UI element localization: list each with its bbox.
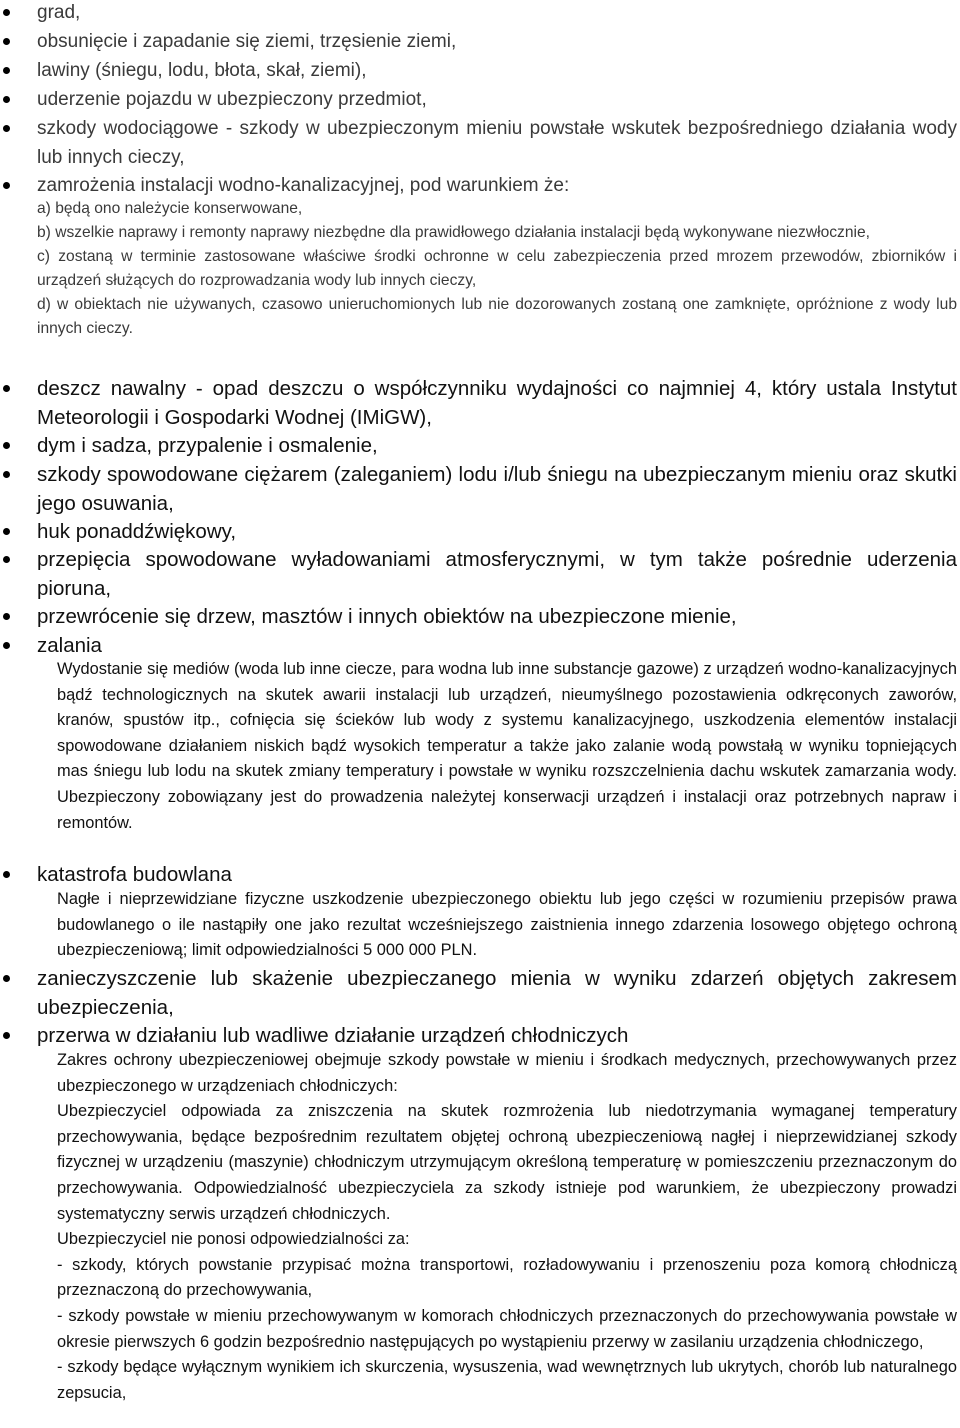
item-title: katastrofa budowlana [37, 863, 232, 886]
list-item [0, 460, 957, 518]
bullet-icon [3, 9, 10, 16]
item-text: uderzenie pojazdu w ubezpieczony przedmiot, [37, 89, 427, 110]
exclusion-item: - szkody, których powstanie przypisać można transportowi, rozładowywaniu i przenoszeniu poza komorą chłodniczą przeznaczoną do przechowywania, [57, 1255, 957, 1300]
item-text: szkody wodociągowe - szkody w ubezpieczonym mieniu powstałe wskutek bezpośredniego działania wody lub innych cieczy, [37, 118, 957, 168]
item-description: Wydostanie się mediów (woda lub inne ciecze, para wodna lub inne substancje gazowe) z urządzeń wodno-kanalizacyjnych bądź technologicznych na skutek awarii instalacji lub urządzeń, nieumyślnego pozostawienia odkręconych zaworów, kranów, spustów itp., cofnięcia się ścieków lub wody z systemu kanalizacyjnego, uszkodzenia elementów instalacji spowodowane działaniem niskich bądź wysokich temperatur a także jako zalanie wodą powstałą w wyniku topniejących mas śniegu lub lodu na skutek zmiany temperatury i powstałe w wyniku rozszczelnienia dachu wskutek zamarzania wody. Ubezpieczony zobowiązany jest do prowadzenia należytej konserwacji urządzeń i instalacji oraz potrzebnych napraw i remontów. [57, 660, 957, 832]
condition-item: b) wszelkie naprawy i remonty naprawy niezbędne dla prawidłowego działania instalacji będą wykonywane niezwłocznie, [37, 224, 870, 241]
bullet-icon [3, 67, 10, 74]
item-text: zanieczyszczenie lub skażenie ubezpieczanego mienia w wyniku zdarzeń objętych zakresem ubezpieczenia, [37, 967, 957, 1019]
item-text: obsunięcie i zapadanie się ziemi, trzęsienie ziemi, [37, 31, 457, 52]
bullet-icon [3, 471, 10, 478]
list-item [0, 964, 957, 1022]
bullet-icon [3, 975, 10, 982]
bullet-icon [3, 38, 10, 45]
list-item [0, 0, 957, 27]
list-item [0, 85, 957, 114]
bullet-icon [3, 385, 10, 392]
bullet-icon [3, 182, 10, 189]
list-item [0, 431, 957, 460]
list-item [0, 860, 957, 889]
bullet-icon [3, 642, 10, 649]
list-item [0, 114, 957, 172]
list-item [0, 1021, 957, 1050]
exclusion-item: - szkody będące wyłącznym wynikiem ich skurczenia, wysuszenia, wad wewnętrznych lub ukrytych, chorób lub naturalnego zepsucia, [57, 1358, 957, 1402]
list-item [0, 631, 957, 660]
list-item [0, 56, 957, 85]
condition-item: d) w obiektach nie używanych, czasowo unieruchomionych lub nie dozorowanych zostaną one zamknięte, opróżnione z wody lub innych cieczy. [37, 296, 957, 337]
bullet-icon [3, 125, 10, 132]
condition-list [0, 197, 957, 341]
bullet-icon [3, 556, 10, 563]
exclusion-item: - szkody powstałe w mieniu przechowywanym w komorach chłodniczych przeznaczonych do przechowywania powstałe w okresie pierwszych 6 godzin bezpośrednio następujących po wystąpieniu przerwy w zasilaniu urządzenia chłodniczego, [57, 1306, 957, 1351]
list-item [0, 517, 957, 546]
bullet-icon [3, 871, 10, 878]
item-title: zalania [37, 634, 102, 657]
liability-paragraph: Ubezpieczyciel odpowiada za zniszczenia na skutek rozmrożenia lub niedotrzymania wymaganej temperatury przechowywania, będące bezpośrednim rezultatem objętej ochroną ubezpieczeniową nagłej i nieprzewidzianej szkody fizycznej w urządzeniu (maszynie) chłodniczym utrzymującym określoną temperaturę w pomieszczeniu przeznaczonym do przechowywania. Odpowiedzialność ubezpieczyciela za szkody istnieje pod warunkiem, że ubezpieczony prowadzi systematyczny serwis urządzeń chłodniczych. [57, 1102, 957, 1223]
list-item [0, 27, 957, 56]
condition-item: a) będą ono należycie konserwowane, [37, 200, 303, 217]
bullet-icon [3, 1032, 10, 1039]
item-text: przewrócenie się drzew, masztów i innych obiektów na ubezpieczone mienie, [37, 605, 737, 628]
item-title: przerwa w działaniu lub wadliwe działanie urządzeń chłodniczych [37, 1024, 629, 1047]
item-text: zamrożenia instalacji wodno-kanalizacyjnej, pod warunkiem że: [37, 175, 570, 196]
condition-item: c) zostaną w terminie zastosowane właściwe środki ochronne w celu zabezpieczenia przed mrozem przewodów, zbiorników i urządzeń służących do rozprowadzania wody lub innych cieczy, [37, 248, 957, 289]
list-item [0, 602, 957, 631]
list-item [0, 374, 957, 432]
bullet-icon [3, 528, 10, 535]
item-description: Nagłe i nieprzewidziane fizyczne uszkodzenie ubezpieczonego obiektu lub jego części w rozumieniu przepisów prawa budowlanego o ile nastąpiły one jako rezultat wcześniejszego zaistnienia innego zdarzenia losowego objętego ochroną ubezpieczeniową; limit odpowiedzialności 5 000 000 PLN. [57, 890, 957, 960]
refrigeration-section [0, 1048, 957, 1406]
item-text: dym i sadza, przypalenie i osmalenie, [37, 434, 378, 457]
item-text: deszcz nawalny - opad deszczu o współczynniku wydajności co najmniej 4, który ustala Instytut Meteorologii i Gospodarki Wodnej (IMiGW), [37, 377, 957, 429]
list-item [0, 545, 957, 603]
item-text: huk ponaddźwiękowy, [37, 520, 237, 543]
item-text: lawiny (śniegu, lodu, błota, skał, ziemi), [37, 60, 367, 81]
bullet-icon [3, 96, 10, 103]
item-text: grad, [37, 2, 81, 23]
item-text: przepięcia spowodowane wyładowaniami atmosferycznymi, w tym także pośrednie uderzenia pioruna, [37, 548, 957, 600]
scope-paragraph: Zakres ochrony ubezpieczeniowej obejmuje szkody powstałe w mieniu i środkach medycznych, przechowywanych przez ubezpieczonego w urządzeniach chłodniczych: [57, 1051, 957, 1095]
list-item [0, 171, 957, 200]
bullet-icon [3, 613, 10, 620]
bullet-icon [3, 442, 10, 449]
exclusions-title: Ubezpieczyciel nie ponosi odpowiedzialności za: [57, 1230, 410, 1249]
item-text: szkody spowodowane ciężarem (zaleganiem) lodu i/lub śniegu na ubezpieczanym mieniu oraz skutki jego osuwania, [37, 463, 957, 515]
